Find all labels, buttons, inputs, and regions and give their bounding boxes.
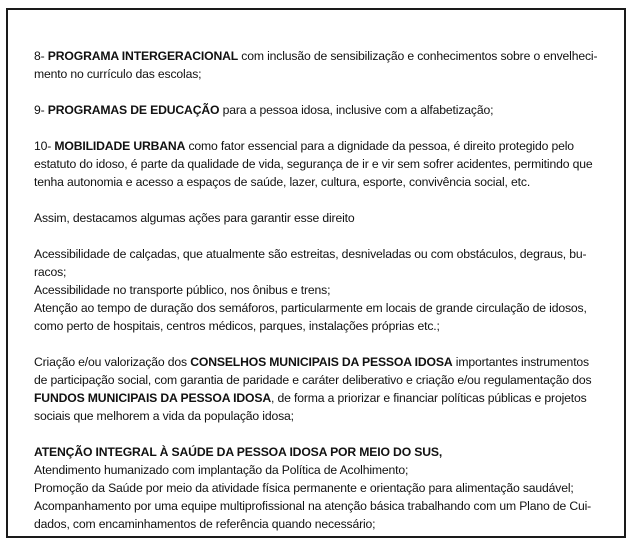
text-line: [34, 515, 619, 533]
paragraph-gap: [34, 119, 619, 137]
text-line: [34, 389, 619, 407]
paragraph-gap: [34, 335, 619, 353]
text-line: [34, 407, 619, 425]
text-segment: Assim, destacamos algumas ações para garantir esse direito: [34, 211, 355, 225]
bold-text: ATENÇÃO INTEGRAL À SAÚDE DA PESSOA IDOSA POR MEIO DO SUS,: [34, 445, 443, 459]
paragraph-gap: [34, 425, 619, 443]
paragraph-conselhos: [34, 353, 619, 425]
text-segment: estatuto do idoso, é parte da qualidade de vida, segurança de ir e vir sem sofrer acidentes, permitindo que: [34, 157, 593, 171]
text-line: [34, 479, 619, 497]
text-line: [34, 209, 619, 227]
paragraph-item-10: [34, 137, 619, 191]
bold-text: PROGRAMA INTERGERACIONAL: [47, 49, 239, 63]
text-line: [34, 371, 619, 389]
text-line: [34, 47, 619, 65]
text-segment: Atenção ao tempo de duração dos semáforos, particularmente em locais de grande circulação de idosos,: [34, 301, 587, 315]
text-line: [34, 317, 619, 335]
text-segment: dados, com encaminhamentos de referência quando necessário;: [34, 517, 376, 531]
document-body: [34, 47, 619, 533]
bold-text: FUNDOS MUNICIPAIS DA PESSOA IDOSA: [34, 391, 272, 405]
text-segment: Acessibilidade de calçadas, que atualmente são estreitas, desniveladas ou com obstáculos, degraus, bu-: [34, 247, 587, 261]
text-line: [34, 155, 619, 173]
paragraph-gap: [34, 227, 619, 245]
text-line: [34, 497, 619, 515]
text-line: [34, 299, 619, 317]
text-line: [34, 443, 619, 461]
text-line: [34, 245, 619, 263]
text-line: [34, 461, 619, 479]
text-segment: Acessibilidade no transporte público, nos ônibus e trens;: [34, 283, 331, 297]
text-segment: com inclusão de sensibilização e conhecimentos sobre o envelheci-: [238, 49, 598, 63]
bold-text: PROGRAMAS DE EDUCAÇÃO: [47, 103, 220, 117]
text-line: [34, 173, 619, 191]
text-segment: Acompanhamento por uma equipe multiprofissional na atenção básica trabalhando com um Plano de Cui-: [34, 499, 592, 513]
paragraph-gap: [34, 83, 619, 101]
text-segment: tenha autonomia e acesso a espaços de saúde, lazer, cultura, esporte, convivência social, etc.: [34, 175, 531, 189]
text-segment: Atendimento humanizado com implantação da Política de Acolhimento;: [34, 463, 409, 477]
text-line: [34, 263, 619, 281]
text-segment: mento no currículo das escolas;: [34, 67, 202, 81]
text-segment: como fator essencial para a dignidade da pessoa, é direito protegido pelo: [185, 139, 574, 153]
text-segment: , de forma a priorizar e financiar políticas públicas e projetos: [271, 391, 587, 405]
text-line: [34, 137, 619, 155]
bold-text: CONSELHOS MUNICIPAIS DA PESSOA IDOSA: [190, 355, 453, 369]
text-line: [34, 65, 619, 83]
paragraph-intro-acoes: [34, 209, 619, 227]
text-segment: importantes instrumentos: [452, 355, 589, 369]
text-segment: Criação e/ou valorização dos: [34, 355, 191, 369]
text-line: [34, 281, 619, 299]
text-segment: Promoção da Saúde por meio da atividade física permanente e orientação para alimentação saudável;: [34, 481, 574, 495]
text-segment: para a pessoa idosa, inclusive com a alfabetização;: [219, 103, 494, 117]
paragraph-item-9: [34, 101, 619, 119]
text-segment: 9-: [34, 103, 48, 117]
text-segment: de participação social, com garantia de paridade e caráter deliberativo e criação e/ou regulamentação dos: [34, 373, 592, 387]
text-segment: 8-: [34, 49, 48, 63]
text-segment: racos;: [34, 265, 67, 279]
paragraph-saude: [34, 443, 619, 533]
document-frame: [6, 8, 626, 538]
paragraph-gap: [34, 191, 619, 209]
text-segment: sociais que melhorem a vida da população idosa;: [34, 409, 294, 423]
text-line: [34, 101, 619, 119]
text-segment: como perto de hospitais, centros médicos, parques, instalações próprias etc.;: [34, 319, 440, 333]
paragraph-acessibilidade: [34, 245, 619, 335]
paragraph-item-8: [34, 47, 619, 83]
bold-text: MOBILIDADE URBANA: [54, 139, 186, 153]
text-line: [34, 353, 619, 371]
text-segment: 10-: [34, 139, 55, 153]
